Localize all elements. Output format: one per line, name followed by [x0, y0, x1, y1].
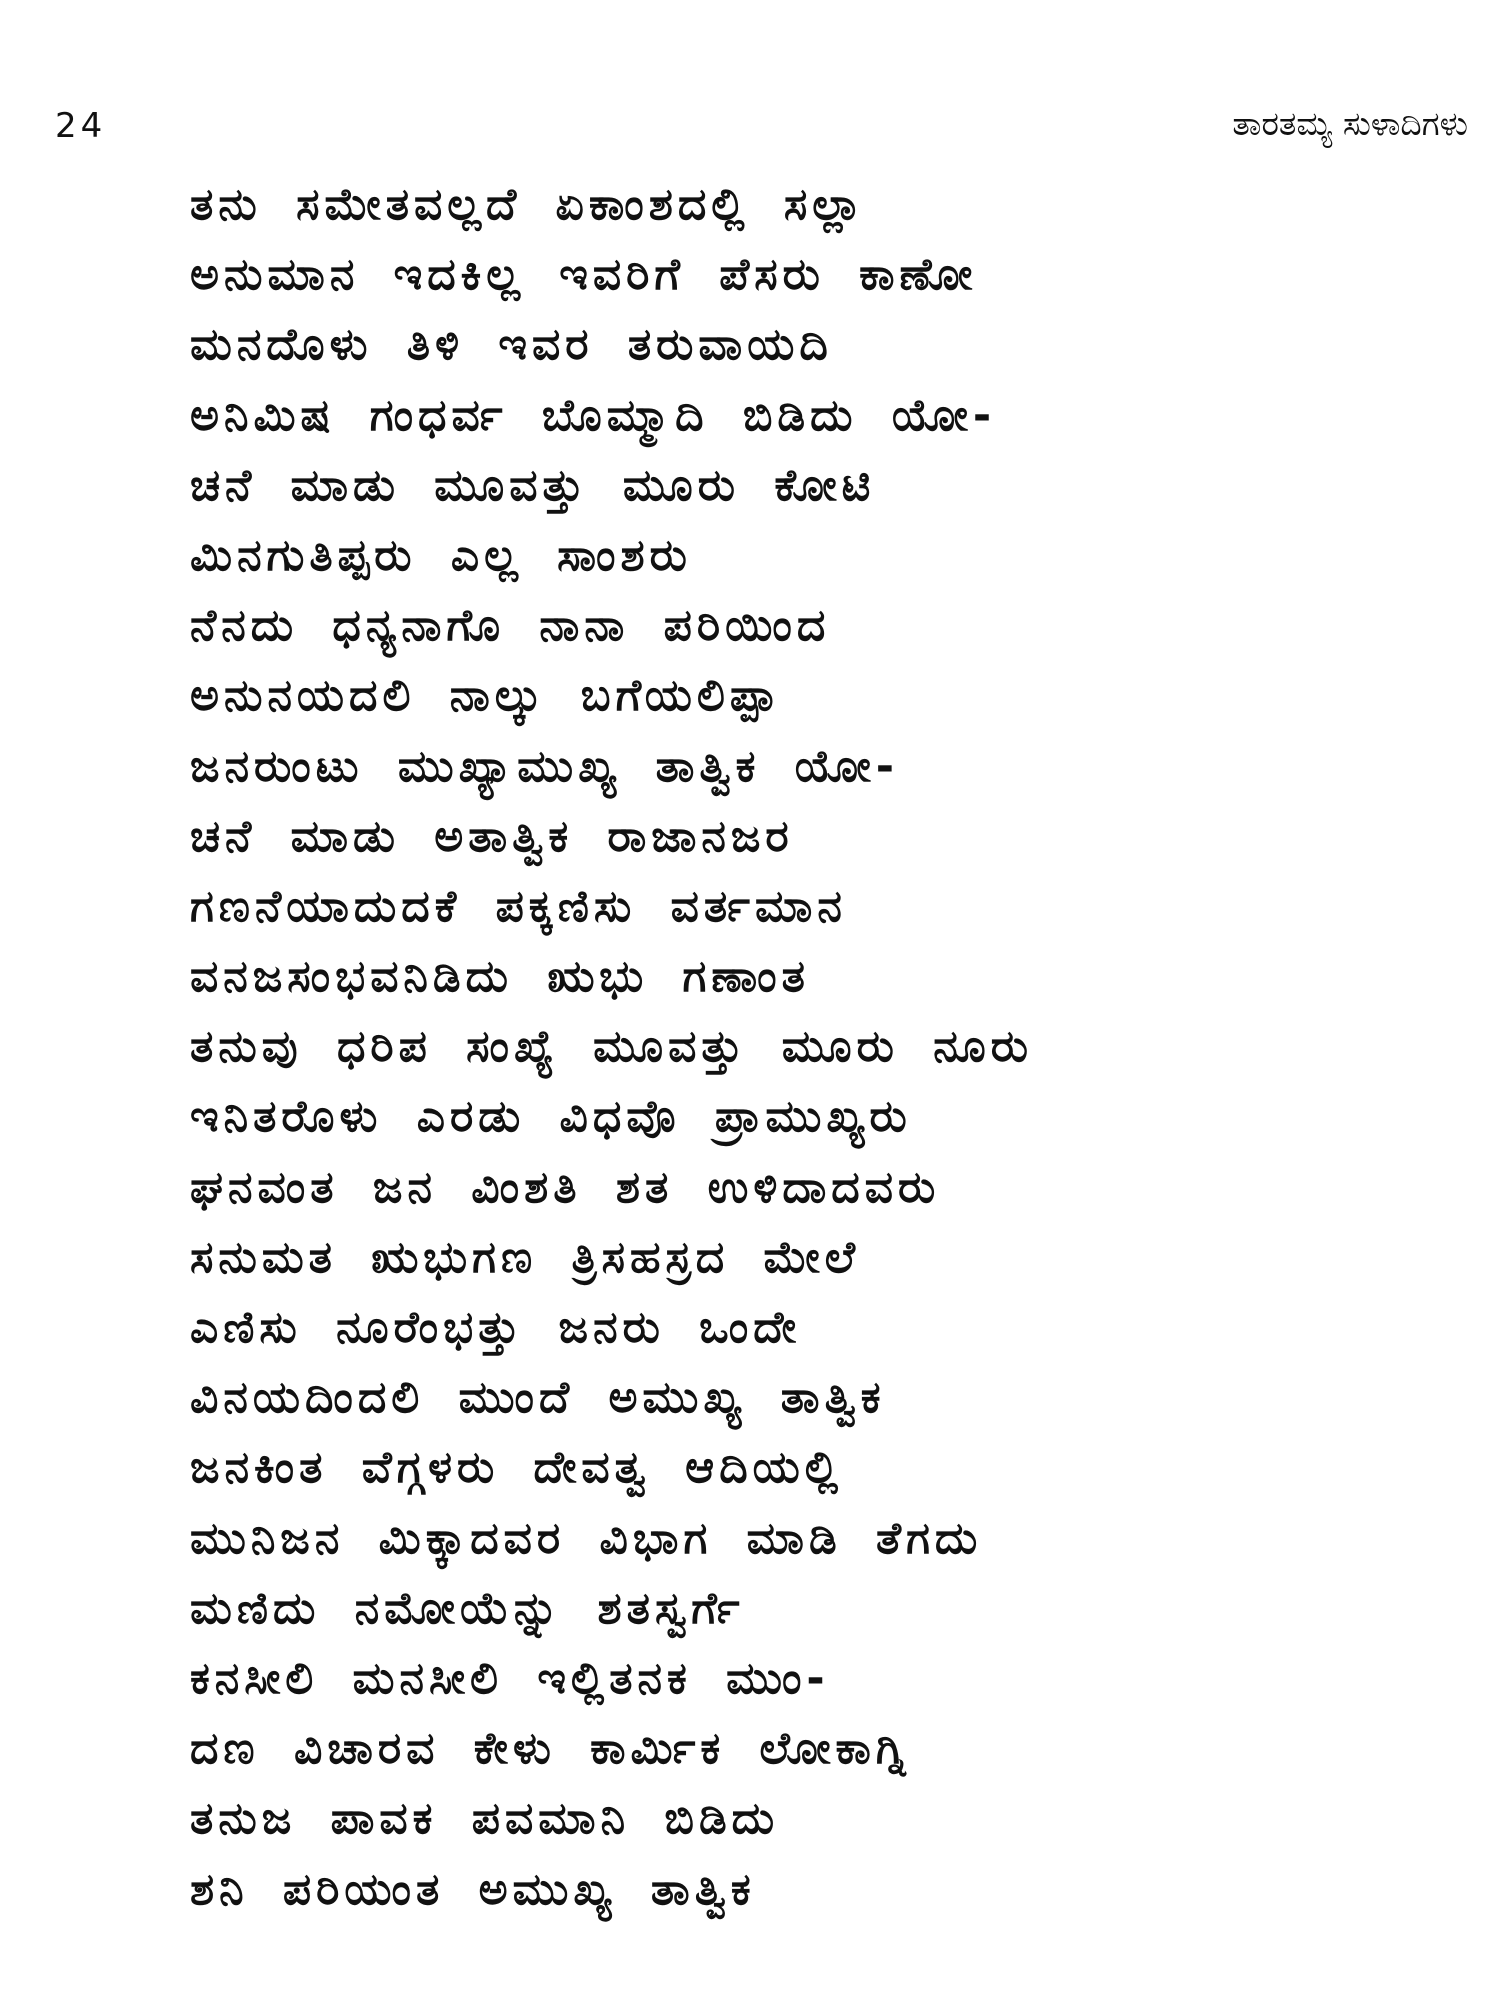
- poem-line: ಚನೆ ಮಾಡು ಮೂವತ್ತು ಮೂರು ಕೋಟಿ: [190, 459, 876, 511]
- poem-line: ಮುನಿಜನ ಮಿಕ್ಕಾದವರ ವಿಭಾಗ ಮಾಡಿ ತೆಗದು: [190, 1512, 983, 1564]
- poem-line: ಜನಕಿಂತ ವೆಗ್ಗಳರು ದೇವತ್ವ ಆದಿಯಲ್ಲಿ: [190, 1442, 844, 1494]
- poem-line: ಸನುಮತ ಋಭುಗಣ ತ್ರಿಸಹಸ್ರದ ಮೇಲೆ: [190, 1231, 861, 1283]
- page-number: 24: [55, 106, 107, 146]
- poem-line: ತನುವು ಧರಿಪ ಸಂಖ್ಯೆ ಮೂವತ್ತು ಮೂರು ನೂರು: [190, 1021, 1034, 1073]
- poem-line: ವನಜಸಂಭವನಿಡಿದು ಋಭು ಗಣಾಂತ: [190, 951, 810, 1003]
- poem-line: ಕನಸೀಲಿ ಮನಸೀಲಿ ಇಲ್ಲಿತನಕ ಮುಂ-: [190, 1652, 830, 1704]
- poem-line: ಜನರುಂಟು ಮುಖ್ಯಾಮುಖ್ಯ ತಾತ್ವಿಕ ಯೋ-: [190, 740, 900, 792]
- poem-line: ಮಿನಗುತಿಪ್ಪರು ಎಲ್ಲ ಸಾಂಶರು: [190, 529, 692, 581]
- poem-line: ಚನೆ ಮಾಡು ಅತಾತ್ವಿಕ ರಾಜಾನಜರ: [190, 810, 794, 862]
- poem-line: ತನು ಸಮೇತವಲ್ಲದೆ ಏಕಾಂಶದಲ್ಲಿ ಸಲ್ಲಾ: [190, 179, 867, 230]
- poem-line: ದಣ ವಿಚಾರವ ಕೇಳು ಕಾರ್ಮಿಕ ಲೋಕಾಗ್ನಿ: [190, 1723, 911, 1775]
- poem-line: ಎಣಿಸು ನೂರೆಂಭತ್ತು ಜನರು ಒಂದೇ: [190, 1302, 802, 1353]
- poem-line: ಅನುನಯದಲಿ ನಾಲ್ಕು ಬಗೆಯಲಿಪ್ಪಾ: [190, 670, 783, 722]
- poem-line: ಇನಿತರೊಳು ಎರಡು ವಿಧವೊ ಪ್ರಾಮುಖ್ಯರು: [190, 1091, 912, 1143]
- poem-line: ಅನುಮಾನ ಇದಕಿಲ್ಲ ಇವರಿಗೆ ಪೆಸರು ಕಾಣೋ: [190, 249, 978, 301]
- poem-line: ಮಣಿದು ನಮೋಯೆನ್ನು ಶತಸ್ವರ್ಗೆ: [190, 1582, 745, 1634]
- poem-line: ಶನಿ ಪರಿಯಂತ ಅಮುಖ್ಯ ತಾತ್ವಿಕ: [190, 1863, 756, 1915]
- poem-line: ತನುಜ ಪಾವಕ ಪವಮಾನಿ ಬಿಡಿದು: [190, 1793, 780, 1845]
- poem-line: ಅನಿಮಿಷ ಗಂಧರ್ವ ಬೊಮ್ಮಾದಿ ಬಿಡಿದು ಯೋ-: [190, 389, 997, 441]
- poem-text: [190, 170, 1480, 1925]
- poem-line: ನೆನದು ಧನ್ಯನಾಗೊ ನಾನಾ ಪರಿಯಿಂದ: [190, 600, 831, 652]
- poem-line: ವಿನಯದಿಂದಲಿ ಮುಂದೆ ಅಮುಖ್ಯ ತಾತ್ವಿಕ: [190, 1372, 886, 1424]
- poem-line: ಮನದೊಳು ತಿಳಿ ಇವರ ತರುವಾಯದಿ: [190, 319, 833, 371]
- running-title: ತಾರತಮ್ಯ ಸುಳಾದಿಗಳು: [1232, 104, 1468, 143]
- poem-line: ಗಣನೆಯಾದುದಕೆ ಪಕ್ಕಣಿಸು ವರ್ತಮಾನ: [190, 880, 847, 932]
- poem-line: ಘನವಂತ ಜನ ವಿಂಶತಿ ಶತ ಉಳಿದಾದವರು: [190, 1161, 941, 1213]
